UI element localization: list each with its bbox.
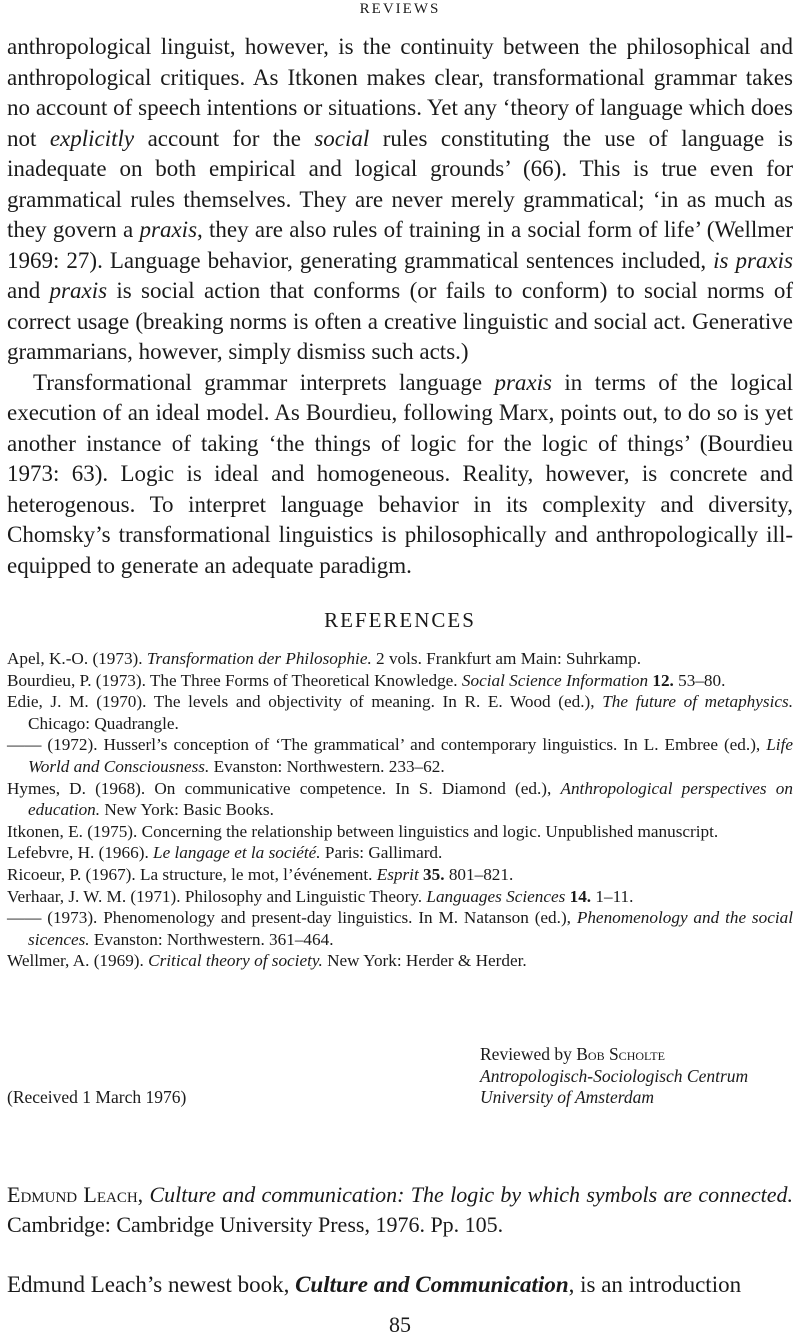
text-run: 1–11. — [591, 886, 634, 906]
italic-run: social — [314, 125, 370, 151]
references-heading: REFERENCES — [324, 608, 476, 632]
italic-run: Le langage et la société. — [153, 843, 321, 863]
reviewer-name: Bob Scholte — [576, 1044, 665, 1064]
book-author: Edmund Leach, — [7, 1182, 144, 1207]
text-run: , they are also rules of training in a social form of life’ (Wellmer 1969: 27). Language behavior, generating grammatical sentences included, — [7, 217, 793, 273]
text-run: Chicago: Quadrangle. — [28, 713, 179, 733]
text-run: New York: Basic Books. — [100, 800, 274, 820]
reference-verhaar-1973 — [7, 907, 793, 950]
text-run: Ricoeur, P. (1967). La structure, le mot, l’événement. — [7, 864, 377, 884]
italic-run: is praxis — [713, 247, 793, 273]
text-run: 53–80. — [673, 670, 726, 690]
book-title: Culture and communication: The logic by which symbols are connected. — [149, 1182, 793, 1207]
reference-apel — [7, 648, 793, 670]
book-review-heading — [7, 1180, 793, 1239]
reference-ricoeur — [7, 864, 793, 886]
text-run: Wellmer, A. (1969). — [7, 951, 149, 971]
reference-edie-1970 — [7, 691, 793, 734]
reviewer-university — [480, 1087, 798, 1109]
bold-run: 12. — [652, 670, 674, 690]
italic-run: Social Science Information — [461, 670, 649, 690]
text-run: , is an introduction — [568, 1272, 742, 1297]
text-run: account for the — [134, 125, 315, 151]
text-run: Itkonen, E. (1975). Concerning the relationship between linguistics and logic. Unpublished manuscript. — [7, 821, 719, 841]
italic-run: University of Amsterdam — [480, 1087, 655, 1107]
body-paragraph-2 — [7, 368, 793, 582]
reference-edie-1972 — [7, 734, 793, 777]
text-run: Verhaar, J. W. M. (1971). Philosophy and Linguistic Theory. — [7, 886, 427, 906]
reviewer-institution — [480, 1066, 798, 1088]
text-run: Bourdieu, P. (1973). The Three Forms of Theoretical Knowledge. — [7, 670, 462, 690]
text-run: in terms of the logical execution of an ideal model. As Bourdieu, following Marx, points out, to do so is yet another instance of taking ‘the things of logic for the logic of things’ (Bourdieu 1973: 63). Logic is ideal and homogeneous. Reality, however, is concrete and heterogenous. To interpret language behavior in its complexity and diversity, Chomsky’s transformational linguistics is philosophically and anthropologically ill-equipped to generate an adequate paradigm. — [7, 369, 793, 578]
text-run: Hymes, D. (1968). On communicative competence. In S. Diamond (ed.), — [7, 778, 561, 798]
review-opening-line — [7, 1270, 793, 1300]
body-paragraph-1 — [7, 32, 793, 368]
book-publisher: Cambridge: Cambridge University Press, 1976. Pp. 105. — [7, 1211, 504, 1237]
text-run: New York: Herder & Herder. — [322, 951, 527, 971]
italic-run: Anthropological perspectives on education. — [28, 778, 793, 820]
reference-hymes — [7, 778, 793, 821]
text-run: —— (1972). Husserl’s conception of ‘The grammatical’ and contemporary linguistics. In L. Embree (ed.), — [7, 735, 767, 755]
italic-run: explicitly — [49, 125, 135, 151]
text-run: Lefebvre, H. (1966). — [7, 843, 154, 863]
italic-run: Transformation der Philosophie. — [146, 649, 372, 668]
reference-lefebvre — [7, 842, 793, 864]
text-run: Paris: Gallimard. — [320, 843, 443, 863]
italic-run: Phenomenology and the social sicences. — [28, 908, 793, 949]
italic-run: praxis — [494, 369, 552, 395]
text-run: Edie, J. M. (1970). The levels and objectivity of meaning. In R. E. Wood (ed.), — [7, 692, 603, 712]
bold-run: 14. — [569, 886, 592, 906]
text-run: Evanston: Northwestern. 233–62. — [209, 756, 445, 776]
italic-run: Esprit — [376, 864, 419, 884]
text-run: —— (1973). Phenomenology and present-day linguistics. In M. Natanson (ed.), — [7, 908, 577, 928]
italic-run: praxis — [49, 278, 108, 303]
text-run: Edmund Leach’s newest book, — [7, 1272, 296, 1297]
italic-run: Life World and Consciousness. — [28, 735, 793, 776]
received-date: (Received 1 March 1976) — [7, 1087, 187, 1107]
italic-run: Languages Sciences — [426, 886, 566, 906]
text-run: and — [7, 278, 50, 303]
italic-run: praxis — [139, 217, 198, 242]
page-number: 85 — [389, 1312, 411, 1337]
italic-run: The future of metaphysics. — [602, 692, 793, 712]
reference-wellmer — [7, 950, 793, 972]
bold-run: 35. — [423, 864, 445, 884]
text-run: Apel, K.-O. (1973). — [7, 649, 147, 668]
italic-run: Critical theory of society. — [148, 951, 323, 971]
italic-run: Antropologisch-Sociologisch Centrum — [480, 1065, 749, 1086]
reviewer-signature — [480, 1044, 798, 1109]
reference-list — [7, 648, 793, 972]
text-run: Evanston: Northwestern. 361–464. — [89, 929, 334, 949]
text-run: anthropological linguist, however, is the continuity between the philosophical and anthropological critiques. As Itkonen makes clear, transformational grammar takes no account of speech intentions or situations. Yet any ‘theory of language which does not — [7, 34, 793, 151]
body-text — [7, 32, 793, 581]
text-run: Transformational grammar interprets language — [33, 369, 495, 395]
running-head: REVIEWS — [359, 1, 441, 17]
text-run: 801–821. — [444, 864, 514, 884]
reference-itkonen — [7, 821, 793, 843]
text-run: 2 vols. Frankfurt am Main: Suhrkamp. — [371, 649, 641, 668]
text-run: is social action that conforms (or fails to conform) to social norms of correct usage (breaking norms is often a creative linguistic and social act. Generative grammarians, however, simply dismiss such acts.) — [7, 278, 793, 364]
bold-italic-run: Culture and Communication — [295, 1272, 569, 1297]
reviewer-line — [480, 1044, 798, 1066]
reviewed-by-label: Reviewed by — [480, 1044, 577, 1064]
reference-verhaar-1971 — [7, 886, 793, 908]
reference-bourdieu — [7, 670, 793, 692]
text-run: rules constituting the use of language is inadequate on both empirical and logical grounds’ (66). This is true even for grammatical rules themselves. They are never merely grammatical; ‘in as much as they govern a — [7, 125, 794, 242]
